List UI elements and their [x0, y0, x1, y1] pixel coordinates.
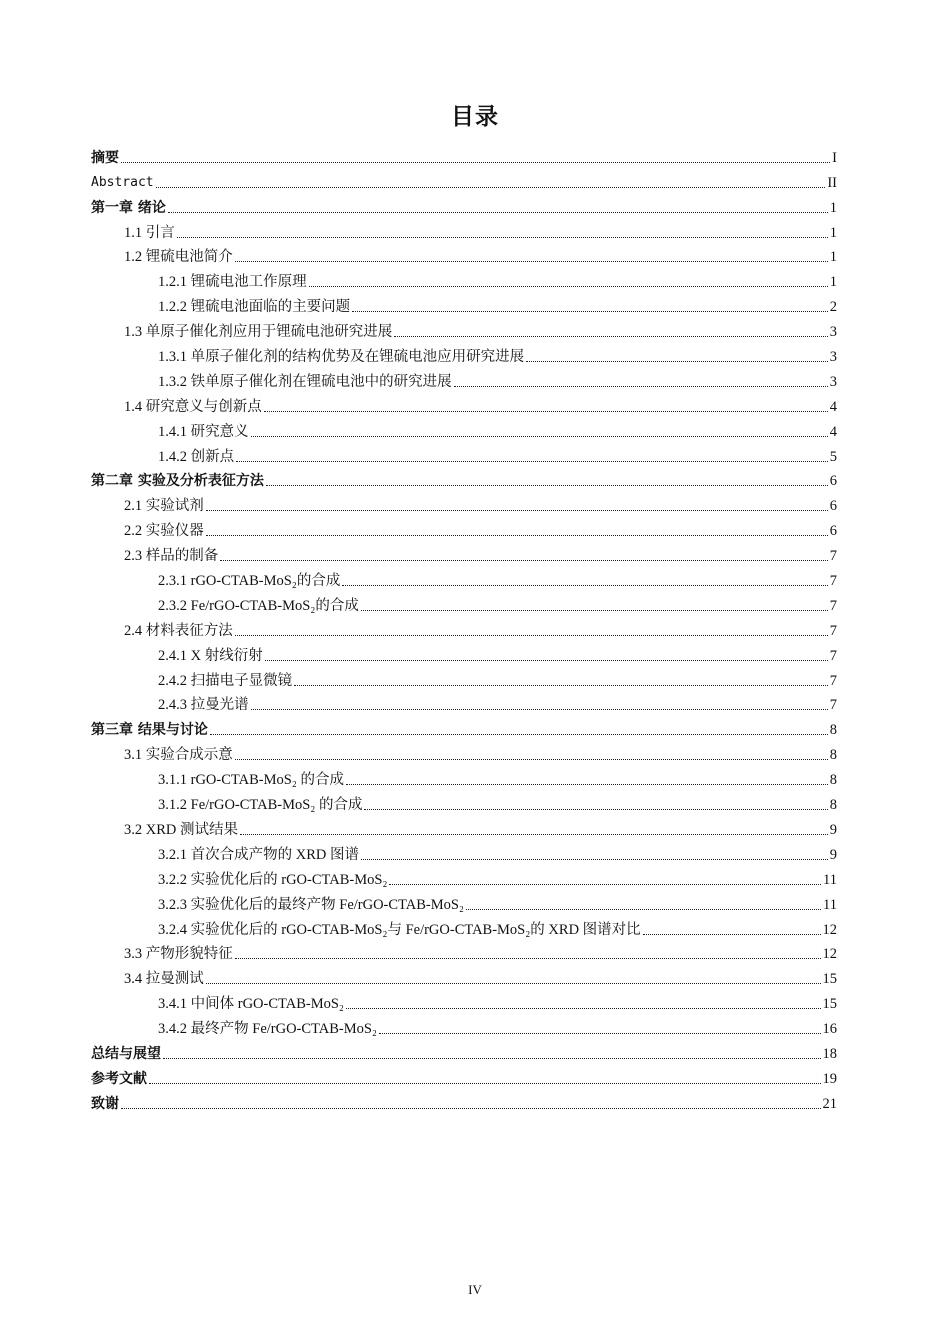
toc-entry[interactable] — [91, 391, 837, 416]
toc-entry-label: 第一章 绪论 — [91, 199, 166, 216]
toc-entry-page: 21 — [822, 1095, 837, 1112]
toc-entry[interactable] — [91, 1013, 837, 1038]
dot-leader — [526, 361, 828, 362]
dot-leader — [361, 610, 828, 611]
toc-entry-label: 第二章 实验及分析表征方法 — [91, 473, 264, 490]
dot-leader — [342, 585, 827, 586]
toc-entry-label: Abstract — [91, 174, 154, 190]
toc-entry[interactable] — [91, 615, 837, 640]
toc-entry[interactable] — [91, 1088, 837, 1113]
toc-entry-label: 3.3 产物形貌特征 — [124, 946, 233, 963]
toc-entry-page: 12 — [822, 946, 837, 963]
toc-entry[interactable] — [91, 242, 837, 267]
toc-entry-page: 9 — [829, 821, 837, 838]
toc-entry-label: 1.3.1 单原子催化剂的结构优势及在锂硫电池应用研究进展 — [158, 349, 525, 366]
toc-entry[interactable] — [91, 789, 837, 814]
toc-entry-label: 1.2 锂硫电池简介 — [124, 249, 233, 266]
toc-entry-label: 3.4.1 中间体 rGO-CTAB-MoS₂ — [158, 996, 344, 1013]
dot-leader — [168, 212, 828, 213]
toc-entry-page: 6 — [829, 473, 837, 490]
toc-entry-label: 致谢 — [91, 1095, 119, 1112]
toc-entry-page: 4 — [829, 398, 837, 415]
dot-leader — [466, 909, 821, 910]
toc-entry-label: 3.2.4 实验优化后的 rGO-CTAB-MoS₂与 Fe/rGO-CTAB-MoS₂的 XRD 图谱对比 — [158, 921, 641, 938]
toc-entry-label: 3.2 XRD 测试结果 — [124, 821, 238, 838]
toc-entry-page: 19 — [822, 1070, 837, 1087]
dot-leader — [210, 734, 828, 735]
toc-entry-label: 参考文献 — [91, 1070, 147, 1087]
toc-entry[interactable] — [91, 565, 837, 590]
toc-entry[interactable] — [91, 739, 837, 764]
toc-entry[interactable] — [91, 515, 837, 540]
dot-leader — [149, 1083, 821, 1084]
dot-leader — [206, 983, 821, 984]
toc-entry-page: 7 — [829, 647, 837, 664]
toc-entry[interactable] — [91, 167, 837, 192]
toc-entry-label: 3.1.2 Fe/rGO-CTAB-MoS₂ 的合成 — [158, 797, 363, 814]
toc-entry[interactable] — [91, 963, 837, 988]
toc-entry-page: 12 — [822, 921, 837, 938]
toc-entry-label: 1.2.2 锂硫电池面临的主要问题 — [158, 299, 351, 316]
toc-entry-label: 3.4 拉曼测试 — [124, 971, 204, 988]
dot-leader — [235, 261, 828, 262]
toc-entry-page: 8 — [829, 772, 837, 789]
toc-entry-label: 总结与展望 — [91, 1045, 161, 1062]
page-number: IV — [468, 1282, 482, 1297]
toc-entry-label: 2.4.1 X 射线衍射 — [158, 647, 263, 664]
dot-leader — [240, 834, 828, 835]
toc-entry-page: 3 — [829, 373, 837, 390]
toc-entry[interactable] — [91, 217, 837, 242]
toc-entry-page: 8 — [829, 747, 837, 764]
dot-leader — [389, 884, 821, 885]
toc-entry-label: 1.1 引言 — [124, 224, 175, 241]
toc-entry[interactable] — [91, 764, 837, 789]
dot-leader — [235, 958, 821, 959]
toc-entry-page: 6 — [829, 523, 837, 540]
toc-entry-page: 7 — [829, 622, 837, 639]
dot-leader — [265, 660, 828, 661]
toc-entry[interactable] — [91, 914, 837, 939]
toc-entry-page: 18 — [822, 1045, 837, 1062]
toc-entry[interactable] — [91, 988, 837, 1013]
toc-entry-page: 15 — [822, 996, 837, 1013]
dot-leader — [643, 934, 821, 935]
dot-leader — [235, 759, 828, 760]
toc-entry[interactable] — [91, 490, 837, 515]
toc-entry-page: 7 — [829, 597, 837, 614]
toc-entry-label: 3.2.3 实验优化后的最终产物 Fe/rGO-CTAB-MoS₂ — [158, 896, 464, 913]
toc-entry-page: 8 — [829, 797, 837, 814]
toc-entry[interactable] — [91, 466, 837, 491]
toc-entry-label: 1.2.1 锂硫电池工作原理 — [158, 274, 307, 291]
toc-entry-page: 7 — [829, 548, 837, 565]
toc-entry[interactable] — [91, 366, 837, 391]
toc-entry[interactable] — [91, 291, 837, 316]
toc-entry-label: 2.2 实验仪器 — [124, 523, 204, 540]
toc-entry-label: 3.4.2 最终产物 Fe/rGO-CTAB-MoS₂ — [158, 1021, 377, 1038]
toc-entry[interactable] — [91, 441, 837, 466]
toc-entry[interactable] — [91, 864, 837, 889]
toc-entry-page: 7 — [829, 672, 837, 689]
toc-entry-page: 7 — [829, 697, 837, 714]
dot-leader — [206, 535, 828, 536]
toc-entry-page: 9 — [829, 846, 837, 863]
toc-entry[interactable] — [91, 1063, 837, 1088]
dot-leader — [379, 1033, 821, 1034]
toc-entry[interactable] — [91, 266, 837, 291]
toc-entry-label: 2.4.3 拉曼光谱 — [158, 697, 249, 714]
toc-entry-page: 11 — [823, 871, 837, 888]
toc-entry[interactable] — [91, 341, 837, 366]
toc-entry[interactable] — [91, 416, 837, 441]
toc-entry[interactable] — [91, 690, 837, 715]
toc-entry-page: 8 — [829, 722, 837, 739]
toc-entry-page: 4 — [829, 423, 837, 440]
dot-leader — [251, 709, 828, 710]
toc-entry-label: 3.1.1 rGO-CTAB-MoS₂ 的合成 — [158, 772, 344, 789]
toc-entry-label: 摘要 — [91, 149, 119, 166]
toc-entry[interactable] — [91, 665, 837, 690]
toc-entry-page: 5 — [829, 448, 837, 465]
toc-entry[interactable] — [91, 142, 837, 167]
toc-entry[interactable] — [91, 839, 837, 864]
toc-entry-label: 1.3.2 铁单原子催化剂在锂硫电池中的研究进展 — [158, 373, 452, 390]
dot-leader — [206, 510, 828, 511]
toc-entry[interactable] — [91, 939, 837, 964]
toc-entry-label: 1.4.2 创新点 — [158, 448, 235, 465]
toc-entry-label: 第三章 结果与讨论 — [91, 722, 208, 739]
toc-entry-label: 3.2.2 实验优化后的 rGO-CTAB-MoS₂ — [158, 871, 388, 888]
toc-entry-label: 1.3 单原子催化剂应用于锂硫电池研究进展 — [124, 324, 393, 341]
dot-leader — [346, 1008, 821, 1009]
toc-entry[interactable] — [91, 590, 837, 615]
toc-entry-page: I — [832, 149, 837, 166]
dot-leader — [251, 436, 828, 437]
toc-entry-page: 1 — [829, 274, 837, 291]
dot-leader — [346, 784, 828, 785]
dot-leader — [177, 237, 828, 238]
dot-leader — [294, 685, 828, 686]
dot-leader — [121, 162, 830, 163]
dot-leader — [364, 809, 827, 810]
toc-entry-page: 1 — [829, 224, 837, 241]
dot-leader — [352, 311, 828, 312]
toc-entry-label: 1.4.1 研究意义 — [158, 423, 249, 440]
page-title: 目录 — [451, 104, 499, 130]
toc-entry[interactable] — [91, 540, 837, 565]
toc-entry-page: 3 — [829, 324, 837, 341]
dot-leader — [309, 286, 828, 287]
toc-entry-page: 3 — [829, 349, 837, 366]
toc-entry-page: 7 — [829, 573, 837, 590]
table-of-contents — [91, 142, 837, 1113]
toc-entry-page: II — [827, 174, 837, 191]
dot-leader — [163, 1058, 821, 1059]
toc-entry-page: 1 — [829, 249, 837, 266]
toc-entry-page: 16 — [822, 1021, 837, 1038]
toc-entry-label: 3.1 实验合成示意 — [124, 747, 233, 764]
toc-entry-label: 2.4.2 扫描电子显微镜 — [158, 672, 293, 689]
dot-leader — [156, 187, 826, 188]
toc-entry-page: 6 — [829, 498, 837, 515]
toc-entry[interactable] — [91, 889, 837, 914]
toc-entry[interactable] — [91, 192, 837, 217]
toc-entry-label: 1.4 研究意义与创新点 — [124, 398, 262, 415]
toc-entry[interactable] — [91, 714, 837, 739]
toc-entry-page: 11 — [823, 896, 837, 913]
toc-entry-page: 1 — [829, 199, 837, 216]
dot-leader — [236, 461, 828, 462]
toc-entry[interactable] — [91, 316, 837, 341]
dot-leader — [454, 386, 828, 387]
toc-entry-page: 15 — [822, 971, 837, 988]
toc-entry-label: 2.3.1 rGO-CTAB-MoS₂的合成 — [158, 573, 341, 590]
toc-entry-label: 2.3.2 Fe/rGO-CTAB-MoS₂的合成 — [158, 597, 359, 614]
toc-entry[interactable] — [91, 640, 837, 665]
dot-leader — [220, 560, 828, 561]
dot-leader — [235, 635, 828, 636]
dot-leader — [264, 411, 828, 412]
toc-entry-page: 2 — [829, 299, 837, 316]
dot-leader — [121, 1108, 821, 1109]
dot-leader — [266, 485, 828, 486]
toc-entry-label: 2.3 样品的制备 — [124, 548, 219, 565]
toc-entry-label: 2.4 材料表征方法 — [124, 622, 233, 639]
toc-entry-label: 3.2.1 首次合成产物的 XRD 图谱 — [158, 846, 359, 863]
toc-entry[interactable] — [91, 814, 837, 839]
dot-leader — [394, 336, 828, 337]
toc-entry[interactable] — [91, 1038, 837, 1063]
dot-leader — [361, 859, 828, 860]
toc-entry-label: 2.1 实验试剂 — [124, 498, 204, 515]
